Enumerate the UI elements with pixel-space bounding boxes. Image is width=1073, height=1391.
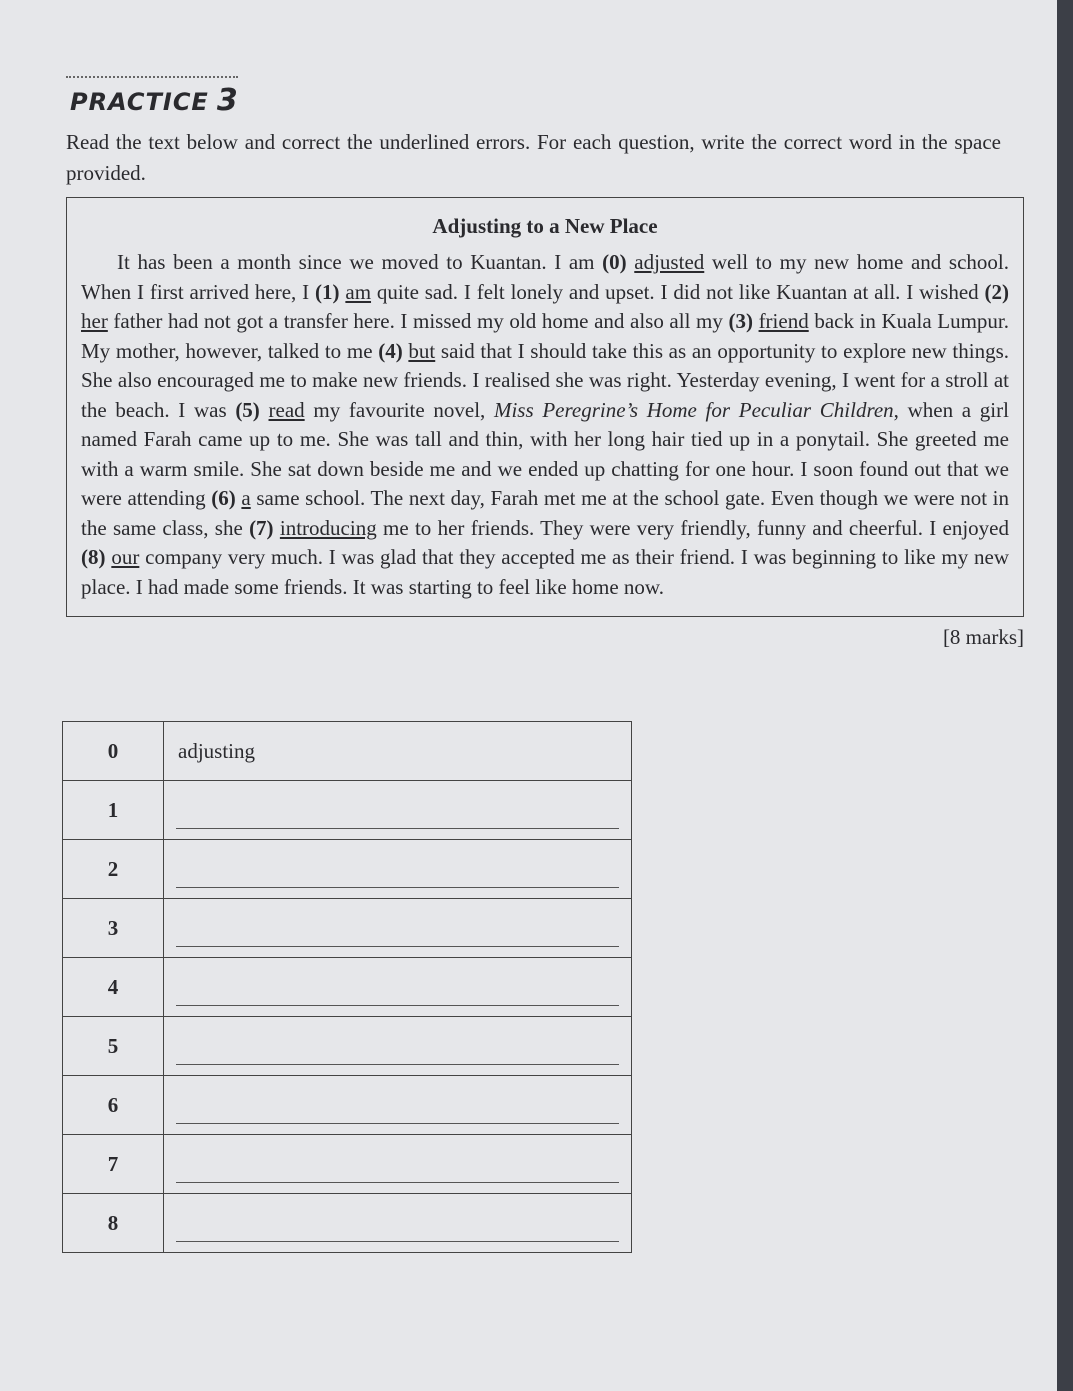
passage-segment: company very much. I was glad that they accepted me as their friend. I was beginning to like my new place. I had made some friends. It was starting to feel like home now.	[81, 545, 1010, 599]
answer-cell[interactable]	[164, 722, 632, 781]
passage-segment: well to my new home and school. When I first arrived here, I	[81, 250, 1010, 304]
answer-row	[63, 722, 632, 781]
passage-segment: my favourite novel,	[304, 397, 494, 422]
question-number: (6)	[211, 486, 236, 510]
answer-line	[176, 1123, 619, 1124]
underlined-error: her	[81, 309, 108, 333]
answer-line	[176, 946, 619, 947]
question-number-cell: 4	[63, 958, 164, 1017]
answer-row	[63, 899, 632, 958]
answer-cell[interactable]	[164, 958, 632, 1017]
answer-table	[62, 721, 632, 1253]
answer-line	[176, 1182, 619, 1183]
answer-cell[interactable]	[164, 840, 632, 899]
passage-segment: father had not got a transfer here. I missed my old home and also all my	[107, 309, 729, 333]
practice-number: 3	[216, 83, 239, 118]
answer-cell[interactable]	[164, 1076, 632, 1135]
question-number-cell: 8	[63, 1194, 164, 1253]
passage-segment: said that I should take this as an opportunity to explore new things. She also encouraged me to make new friends. I realised she was right. Yesterday evening, I went for a stroll at the beach. I was	[81, 338, 1009, 422]
question-number-cell: 6	[63, 1076, 164, 1135]
question-number-cell: 0	[63, 722, 164, 781]
question-number: (7)	[249, 515, 274, 540]
answer-cell[interactable]	[164, 899, 632, 958]
answer-line	[176, 1005, 619, 1006]
question-number: (1)	[315, 279, 340, 304]
passage-segment: quite sad. I felt lonely and upset. I did not like Kuantan at all. I wished	[371, 279, 985, 304]
underlined-error: friend	[758, 309, 809, 333]
passage-segment: back in Kuala Lumpur. My mother, however, talked to me	[81, 309, 1009, 363]
question-number: (0)	[602, 250, 627, 274]
answer-cell[interactable]	[164, 1194, 632, 1253]
answer-cell[interactable]	[164, 1017, 632, 1076]
answer-cell[interactable]	[164, 781, 632, 840]
answer-row	[63, 1194, 632, 1253]
answer-row	[63, 1076, 632, 1135]
passage-box	[66, 197, 1024, 617]
question-number-cell: 1	[63, 781, 164, 840]
passage-segment: , when a girl named Farah came up to me. She was tall and thin, with her long hair tied up in a ponytail. She greeted me with a warm smile. She sat down beside me and we ended up chatting for one hour. I soon found out that we were attending	[81, 397, 1009, 510]
marks-label: [8 marks]	[942, 625, 1024, 649]
question-number-cell: 5	[63, 1017, 164, 1076]
passage-segment: me to her friends. They were very friendly, funny and cheerful. I enjoyed	[376, 515, 1010, 540]
passage-text	[81, 248, 1009, 602]
question-number: (4)	[378, 338, 403, 363]
answer-row	[63, 781, 632, 840]
answer-row	[63, 840, 632, 899]
underlined-error: a	[241, 486, 251, 510]
underlined-error: introducing	[279, 515, 377, 540]
answer-row	[63, 1017, 632, 1076]
question-number: (5)	[235, 397, 260, 422]
page-edge	[1057, 0, 1073, 1391]
answer-line	[176, 1064, 619, 1065]
question-number: (3)	[728, 309, 753, 333]
answer-cell[interactable]	[164, 1135, 632, 1194]
answer-row	[63, 1135, 632, 1194]
answer-line	[176, 828, 619, 829]
answer-line	[176, 1241, 619, 1242]
underlined-error: our	[111, 545, 140, 569]
underlined-error: read	[268, 397, 305, 422]
answer-text: adjusting	[178, 738, 255, 763]
passage-segment	[260, 398, 269, 422]
practice-label: PRACTICE	[70, 88, 209, 116]
answer-line	[176, 887, 619, 888]
question-number-cell: 2	[63, 840, 164, 899]
question-number-cell: 7	[63, 1135, 164, 1194]
instructions: Read the text below and correct the underlined errors. For each question, write the correct word in the space provided.	[66, 130, 1001, 185]
underlined-error: but	[408, 338, 436, 363]
dotted-rule	[66, 76, 238, 78]
question-number-cell: 3	[63, 899, 164, 958]
underlined-error: adjusted	[634, 250, 705, 274]
passage-segment: same school. The next day, Farah met me at the school gate. Even though we were not in the same class, she	[81, 486, 1010, 540]
underlined-error: am	[345, 279, 372, 304]
question-number: (8)	[81, 545, 106, 569]
practice-heading	[66, 84, 1024, 119]
worksheet	[66, 0, 1024, 1293]
book-title: Miss Peregrine’s Home for Peculiar Children	[493, 397, 894, 422]
question-number: (2)	[984, 279, 1010, 304]
answer-row	[63, 958, 632, 1017]
passage-title: Adjusting to a New Place	[432, 214, 658, 238]
passage-segment: It has been a month since we moved to Kuantan. I am	[117, 250, 603, 274]
